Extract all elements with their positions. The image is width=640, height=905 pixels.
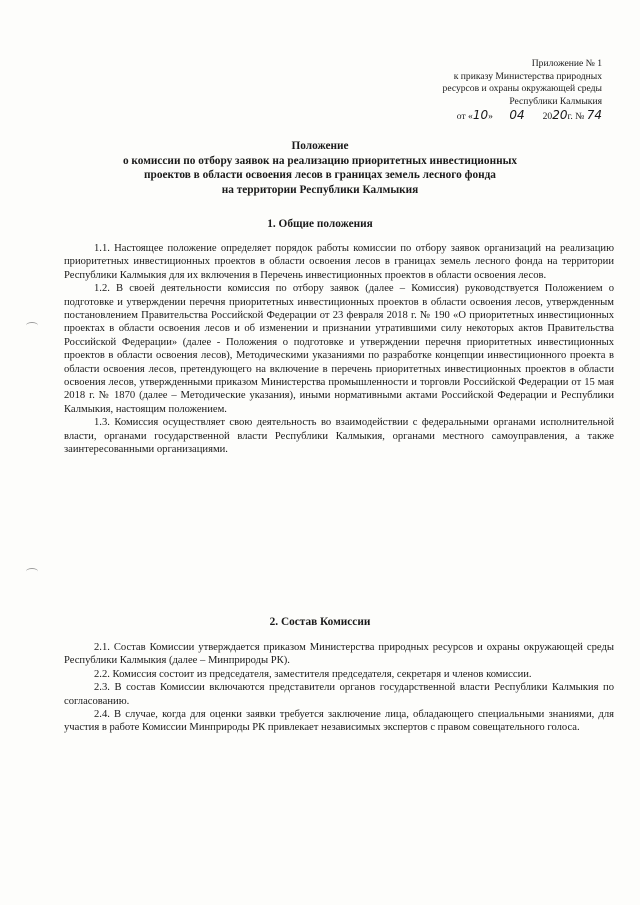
section-1-heading: 1. Общие положения (267, 218, 373, 230)
scan-margin-mark (26, 322, 38, 329)
paragraph-2-3: 2.3. В состав Комиссии включаются представители органов государственной власти Республики Калмыкия по согласованию. (64, 682, 614, 707)
section-2-heading: 2. Состав Комиссии (269, 616, 371, 628)
date-mid: » (488, 111, 493, 122)
annex-line: Приложение № 1 (531, 58, 602, 69)
document-title (60, 139, 580, 197)
paragraph-2-1: 2.1. Состав Комиссии утверждается приказом Министерства природных ресурсов и охраны окружающей среды Республики Калмыкия (далее – Минприроды РК). (64, 642, 614, 667)
date-year-start: 20 (542, 111, 553, 122)
title-line: проектов в области освоения лесов в границах земель лесного фонда (144, 169, 496, 181)
handwritten-number: 74 (586, 108, 602, 122)
paragraph-1-2: 1.2. В своей деятельности комиссия по отбору заявок (далее – Комиссия) руководствуется Положением о подготовке и утверждении перечня приоритетных инвестиционных проектов в области освоения лесов, утвержденным постановлением Правительства Российской Федерации от 23 февраля 2018 г. № 190 «О приоритетных инвестиционных проектах в области освоения лесов и об изменении и признании утратившими силу некоторых актов Правительства Российской Федерации» (далее - Положения о подготовке и утверждении перечня приоритетных инвестиционных проектов в области освоения лесов), Методическими указаниями по разработке концепции инвестиционного проекта в области освоения лесов, претендующего на включение в перечень приоритетных инвестиционных проектов в области освоения лесов, утвержденными приказом Министерства промышленности и торговли Российской Федерации от 15 мая 2018 г. № 1870 (далее – Методические указания), иными нормативными актами Российской Федерации и Республики Калмыкия, настоящим положением. (64, 283, 614, 415)
annex-line: Республики Калмыкия (509, 95, 602, 107)
annex-header (443, 58, 602, 108)
date-suffix: г. № (567, 111, 585, 122)
title-line: о комиссии по отбору заявок на реализацию приоритетных инвестиционных (122, 154, 518, 167)
handwritten-day: 10 (472, 108, 489, 122)
scan-margin-mark (26, 568, 38, 575)
paragraph-1-1: 1.1. Настоящее положение определяет порядок работы комиссии по отбору заявок организаций на реализацию приоритетных инвестиционных проектов в области освоения лесов в границах земель лесного фонда на территории Республики Калмыкия для их включения в Перечень инвестиционных проектов в области освоения лесов. (64, 243, 614, 281)
annex-line: ресурсов и охраны окружающей среды (442, 83, 602, 95)
handwritten-month: 04 (509, 108, 525, 122)
paragraph-1-3: 1.3. Комиссия осуществляет свою деятельность во взаимодействии с федеральными органами исполнительной власти, органами государственной власти Республики Калмыкия, органами местного самоуправления, а также заинтересованными организациями. (64, 417, 614, 456)
date-prefix: от « (456, 111, 473, 122)
paragraph-2-2: 2.2. Комиссия состоит из председателя, заместителя председателя, секретаря и членов комиссии. (94, 668, 532, 680)
paragraph-2-4: 2.4. В случае, когда для оценки заявки требуется заключение лица, обладающего специальными знаниями, для участия в работе Комиссии Минприроды РК привлекает независимых экспертов с правом совещательного голоса. (64, 709, 614, 734)
section-1-body (64, 242, 614, 457)
annex-line: к приказу Министерства природных (453, 70, 602, 82)
handwritten-year: 20 (552, 108, 568, 122)
annex-date-line (457, 108, 602, 122)
title-line: на территории Республики Калмыкия (221, 183, 419, 196)
section-2-body (64, 641, 614, 735)
title-line: Положение (291, 140, 349, 152)
